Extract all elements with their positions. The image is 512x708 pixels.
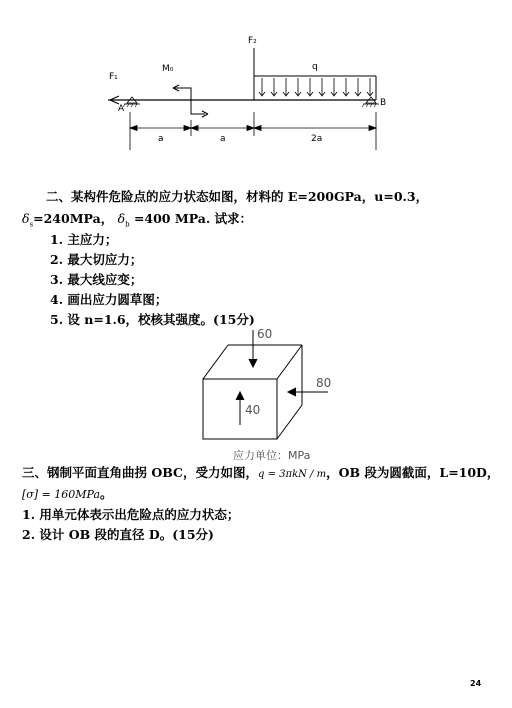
load-arrows xyxy=(259,78,373,96)
problem2-item-5: 5. 设 n=1.6，校核其强度。(15分) xyxy=(50,312,255,327)
dim-a1-label: a xyxy=(158,134,164,144)
problem3-line1: 三、钢制平面直角曲拐 OBC，受力如图，q = 3πkN / m，OB 段为圆截面，L=10D， xyxy=(22,465,500,480)
problem2-item-1: 1. 主应力； xyxy=(50,232,118,247)
moment-symbol xyxy=(175,88,205,114)
dimension-lines xyxy=(130,112,376,150)
problem2-line2: $\delta_s=240MPa$， $\delta_b =400$ MPa. 试求： xyxy=(22,211,253,229)
problem2-item-3: 3. 最大线应变； xyxy=(50,272,143,287)
q-label: q xyxy=(312,62,318,72)
f1-label: F₁ xyxy=(109,72,118,82)
problem3-line2: [σ] = 160MPa。 xyxy=(22,486,113,501)
right-stress-value: 80 xyxy=(316,376,332,390)
problem2-line1: 二、某构件危险点的应力状态如图，材料的 E=200GPa，u=0.3， xyxy=(46,189,429,204)
point-a-label: A xyxy=(118,104,125,114)
problem2-item-2: 2. 最大切应力； xyxy=(50,252,143,267)
point-b-label: B xyxy=(380,98,387,108)
problem3-item-2: 2. 设计 OB 段的直径 D。(15分) xyxy=(22,527,214,542)
f2-label: F₂ xyxy=(248,36,257,46)
problem2-item-4: 4. 画出应力圆草图； xyxy=(50,292,168,307)
dim-2a-label: 2a xyxy=(311,134,323,144)
m0-label: M₀ xyxy=(162,64,174,74)
front-stress-arrow xyxy=(236,392,244,425)
top-stress-arrow xyxy=(249,330,257,367)
stress-unit-label: 应力单位：MPa xyxy=(233,449,311,462)
page-number: 24 xyxy=(470,679,482,688)
front-stress-value: 40 xyxy=(245,403,261,417)
dim-a2-label: a xyxy=(220,134,226,144)
top-stress-value: 60 xyxy=(257,327,273,341)
problem3-item-1: 1. 用单元体表示出危险点的应力状态； xyxy=(22,507,240,522)
